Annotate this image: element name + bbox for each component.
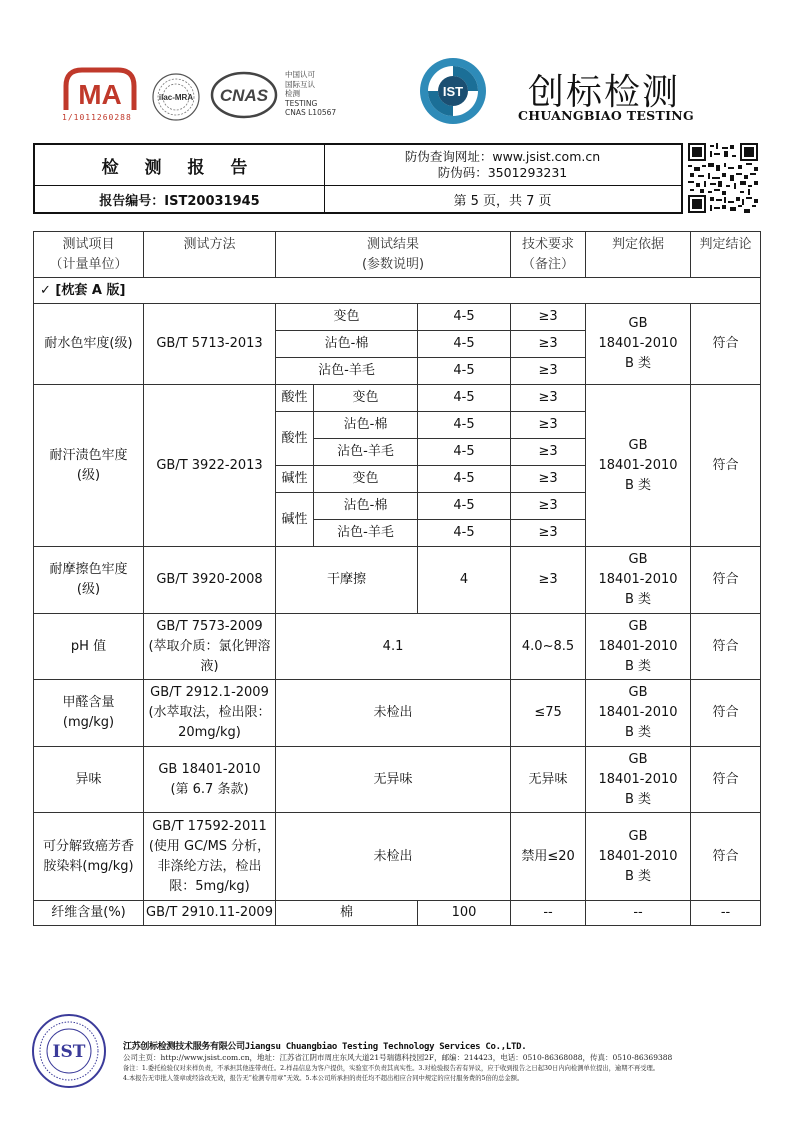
method-water: GB/T 5713-2013 — [144, 304, 276, 385]
col-header-result: 测试结果 (参数说明) — [276, 232, 511, 278]
conclusion-formaldehyde: 符合 — [691, 680, 761, 747]
alkali-label: 碱性 — [276, 493, 314, 547]
ilac-text: ilac-MRA — [158, 93, 194, 102]
table-row: 沾色-羊毛 4-5 ≥3 — [34, 439, 761, 466]
table-row: 异味 GB 18401-2010 (第 6.7 条款) 无异味 无异味 GB 18401-2010 B 类 符合 — [34, 747, 761, 813]
anti-fake-code: 防伪码：3501293231 — [437, 165, 568, 180]
basis-sweat: GB 18401-2010 B 类 — [586, 385, 691, 547]
ist-logo — [418, 56, 488, 126]
conclusion-azo: 符合 — [691, 813, 761, 901]
item-formaldehyde: 甲醛含量 (mg/kg) — [34, 680, 144, 747]
table-row: 耐摩擦色牢度 (级) GB/T 3920-2008 干摩擦 4 ≥3 GB 18401-2010 B 类 符合 — [34, 547, 761, 614]
method-ph: GB/T 7573-2009 (萃取介质：氯化钾溶 液) — [144, 614, 276, 680]
table-header-row — [34, 232, 761, 278]
basis-rub: GB 18401-2010 B 类 — [586, 547, 691, 614]
item-rub: 耐摩擦色牢度 (级) — [34, 547, 144, 614]
item-azo: 可分解致癌芳香 胺染料(mg/kg) — [34, 813, 144, 901]
table-row: 沾色-羊毛 4-5 ≥3 — [34, 520, 761, 547]
company-name-cn: 创标检测 — [528, 72, 681, 113]
table-row: 耐水色牢度(级) GB/T 5713-2013 变色 4-5 ≥3 GB 18401-2010 B 类 符合 — [34, 304, 761, 331]
col-header-requirement: 技术要求 （备注） — [511, 232, 586, 278]
section-row — [34, 278, 761, 304]
report-title: 检 测 报 告 — [35, 145, 325, 186]
method-fiber: GB/T 2910.11-2009 — [144, 901, 276, 926]
table-row: 沾色-棉 4-5 ≥3 — [34, 331, 761, 358]
method-sweat: GB/T 3922-2013 — [144, 385, 276, 547]
table-row: 可分解致癌芳香 胺染料(mg/kg) GB/T 17592-2011 (使用 GC/MS 分析， 非涤纶方法，检出 限：5mg/kg) 未检出 禁用≤20 GB 18401-2010 B 类 符合 — [34, 813, 761, 901]
table-row: 沾色-羊毛 4-5 ≥3 — [34, 358, 761, 385]
method-rub: GB/T 3920-2008 — [144, 547, 276, 614]
basis-odor: GB 18401-2010 B 类 — [586, 747, 691, 813]
ilac-mra-logo — [150, 72, 202, 122]
conclusion-water: 符合 — [691, 304, 761, 385]
method-odor: GB 18401-2010 (第 6.7 条款) — [144, 747, 276, 813]
qr-code-icon — [688, 143, 758, 213]
acid-label: 酸性 — [276, 412, 314, 466]
col-header-conclusion: 判定结论 — [691, 232, 761, 278]
svg-text:MA: MA — [78, 79, 122, 110]
footer-company: 江苏创标检测技术服务有限公司Jiangsu Chuangbiao Testing Technology Services Co.,LTD. — [123, 1042, 527, 1052]
conclusion-rub: 符合 — [691, 547, 761, 614]
table-row: pH 值 GB/T 7573-2009 (萃取介质：氯化钾溶 液) 4.1 4.0~8.5 GB 18401-2010 B 类 符合 — [34, 614, 761, 680]
seal-text: IST — [52, 1042, 86, 1062]
item-odor: 异味 — [34, 747, 144, 813]
anti-fake-info — [324, 145, 681, 186]
table-row: 碱性 沾色-棉 4-5 ≥3 — [34, 493, 761, 520]
item-ph: pH 值 — [34, 614, 144, 680]
company-seal — [31, 1013, 107, 1089]
page-info: 第 5 页，共 7 页 — [453, 193, 552, 209]
basis-ph: GB 18401-2010 B 类 — [586, 614, 691, 680]
conclusion-sweat: 符合 — [691, 385, 761, 547]
conclusion-ph: 符合 — [691, 614, 761, 680]
method-azo: GB/T 17592-2011 (使用 GC/MS 分析， 非涤纶方法，检出 限：5mg/kg) — [144, 813, 276, 901]
report-number: 报告编号：IST20031945 — [35, 186, 325, 212]
report-header-box — [33, 143, 683, 214]
item-water: 耐水色牢度(级) — [34, 304, 144, 385]
cnas-text: CNAS — [219, 86, 269, 105]
table-row: 纤维含量(%) GB/T 2910.11-2009 棉 100 -- -- -- — [34, 901, 761, 926]
basis-formaldehyde: GB 18401-2010 B 类 — [586, 680, 691, 747]
footer-address: 公司主页：http://www.jsist.com.cn，地址：江苏省江阴市周庄东风大道21号瑞德科技园2F，邮编：214423，电话：0510-86368088，传真：0510-86369388 — [123, 1053, 673, 1062]
table-row: 耐汗渍色牢度 (级) GB/T 3922-2013 酸性 变色 4-5 ≥3 GB 18401-2010 B 类 符合 — [34, 385, 761, 412]
col-header-method: 测试方法 — [144, 232, 276, 278]
footer-note-1: 备注：1.委托检验仅对来样负责，不承担其他连带责任。2.样品信息为客户提供，实验室不负责其真实性。3.对检验报告若有异议，应于收到报告之日起30日内向检测单位提出，逾期不再受理。 — [123, 1065, 660, 1072]
acid-label: 酸性 — [276, 385, 314, 412]
col-header-item: 测试项目 （计量单位） — [34, 232, 144, 278]
cma-logo — [62, 66, 138, 112]
query-url: 防伪查询网址：www.jsist.com.cn — [404, 149, 601, 164]
cnas-logo — [210, 70, 278, 120]
section-label: ✓ [枕套 A 版] — [34, 278, 761, 304]
table-row: 甲醛含量 (mg/kg) GB/T 2912.1-2009 (水萃取法，检出限： 20mg/kg) 未检出 ≤75 GB 18401-2010 B 类 符合 — [34, 680, 761, 747]
alkali-label: 碱性 — [276, 466, 314, 493]
basis-azo: GB 18401-2010 B 类 — [586, 813, 691, 901]
ist-logo-text: IST — [442, 84, 464, 99]
table-row: 酸性 沾色-棉 4-5 ≥3 — [34, 412, 761, 439]
table-row: 碱性 变色 4-5 ≥3 — [34, 466, 761, 493]
company-name-en: CHUANGBIAO TESTING — [518, 108, 694, 123]
cnas-caption: 中国认可 国际互认 检测 TESTING CNAS L10567 — [285, 70, 337, 117]
item-sweat: 耐汗渍色牢度 (级) — [34, 385, 144, 547]
footer-note-2: 4.本报告无审批人签章或经涂改无效，报告无“检测专用章”无效。5.本公司所承担的责任均不超出相应合同中规定的应付服务费的5倍的总金额。 — [123, 1075, 524, 1082]
basis-water: GB 18401-2010 B 类 — [586, 304, 691, 385]
conclusion-odor: 符合 — [691, 747, 761, 813]
results-table — [33, 231, 761, 926]
method-formaldehyde: GB/T 2912.1-2009 (水萃取法，检出限： 20mg/kg) — [144, 680, 276, 747]
cma-number: 1/1011260288 — [62, 113, 132, 122]
col-header-basis: 判定依据 — [586, 232, 691, 278]
item-fiber: 纤维含量(%) — [34, 901, 144, 926]
